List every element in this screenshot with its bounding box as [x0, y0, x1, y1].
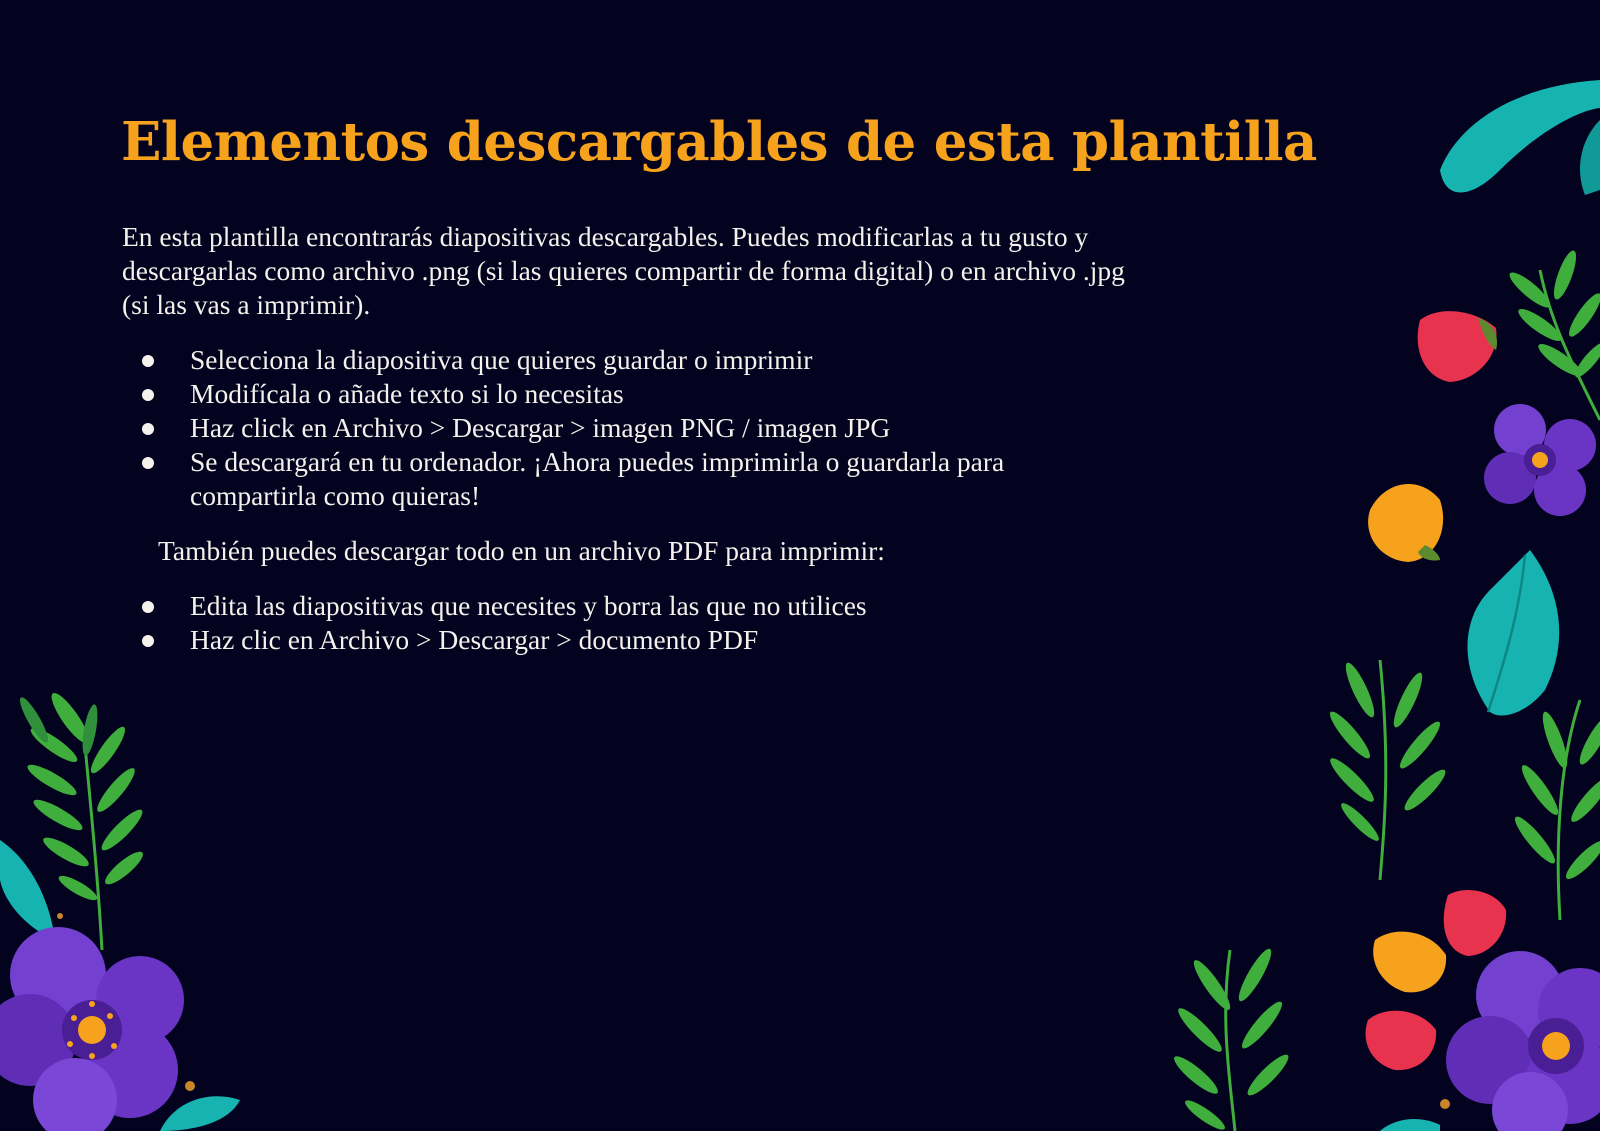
list-item: [122, 343, 1132, 377]
teal-leaf-icon-left: [0, 840, 240, 1131]
red-bud-icon: [1418, 311, 1497, 382]
purple-flower-icon-mid-right: [1484, 404, 1596, 516]
fern-icon-top-right: [1506, 248, 1600, 420]
list-item-text: Haz click en Archivo > Descargar > imagen PNG / imagen JPG: [190, 412, 891, 443]
bullet-icon: [142, 355, 154, 367]
fern-icon-left: [16, 689, 147, 950]
teal-leaf-icon-mid-right: [1468, 550, 1560, 716]
fern-icon-right: [1325, 660, 1600, 920]
purple-flower-icon-left: [0, 913, 195, 1131]
bullet-icon: [142, 389, 154, 401]
list-item-text: Selecciona la diapositiva que quieres guardar o imprimir: [190, 344, 813, 375]
purple-flower-icon-bottom-right: [1380, 951, 1600, 1131]
list-item-text: Modifícala o añade texto si lo necesitas: [190, 378, 624, 409]
list-item: [122, 623, 1132, 657]
slide-body: [122, 220, 1132, 657]
fern-icon-bottom-right: [1170, 946, 1293, 1131]
teal-leaf-icon-top-right: [1440, 80, 1600, 195]
bullet-icon: [142, 635, 154, 647]
list-item: [122, 411, 1132, 445]
list-item-text: Haz clic en Archivo > Descargar > documento PDF: [190, 624, 759, 655]
list-item-text: Edita las diapositivas que necesites y borra las que no utilices: [190, 590, 867, 621]
pdf-steps-list: [122, 589, 1132, 657]
list-item: [122, 589, 1132, 623]
bullet-icon: [142, 423, 154, 435]
download-steps-list: [122, 343, 1132, 513]
bullet-icon: [142, 601, 154, 613]
pdf-note: También puedes descargar todo en un archivo PDF para imprimir:: [158, 535, 885, 566]
bullet-icon: [142, 457, 154, 469]
intro-paragraph: En esta plantilla encontrarás diapositivas descargables. Puedes modificarlas a tu gusto y descargarlas como archivo .png (si las quieres compartir de forma digital) o en archivo .jpg (si las vas a imprimir).: [122, 221, 1125, 320]
list-item: [122, 377, 1132, 411]
slide-title: Elementos descargables de esta plantilla: [121, 111, 1317, 173]
buds-icon-bottom-right: [1366, 890, 1507, 1109]
list-item-text: Se descargará en tu ordenador. ¡Ahora puedes imprimirla o guardarla para compartirla como quieras!: [190, 446, 1005, 511]
list-item: [122, 445, 1132, 513]
orange-bud-icon: [1368, 484, 1443, 562]
